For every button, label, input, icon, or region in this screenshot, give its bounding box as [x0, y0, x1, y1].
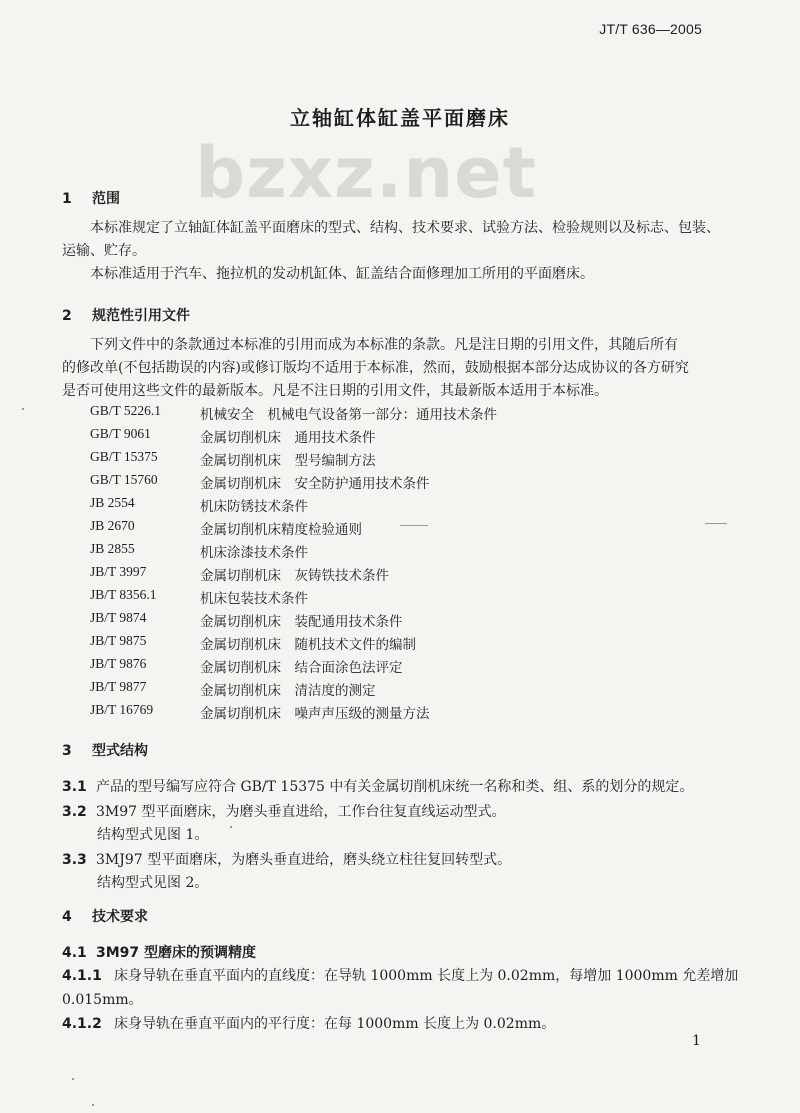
clause-3-2-note: 结构型式见图 1。 [97, 827, 209, 843]
clause-number: 3.1 [62, 779, 87, 795]
reference-title: 金属切削机床 灰铸铁技术条件 [200, 568, 389, 584]
section-4-heading [62, 906, 148, 926]
section-1-heading [62, 188, 120, 208]
paragraph-line: 是否可使用这些文件的最新版本。凡是不注日期的引用文件，其最新版本适用于本标准。 [62, 383, 608, 399]
paragraph-line: 本标准规定了立轴缸体缸盖平面磨床的型式、结构、技术要求、试验方法、检验规则以及标志、包装、 [90, 220, 720, 236]
reference-title: 金属切削机床 通用技术条件 [200, 430, 376, 446]
clause-number: 4.1.2 [62, 1016, 102, 1032]
clause-text: 床身导轨在垂直平面内的直线度：在导轨 1000mm 长度上为 0.02mm，每增加 1000mm 允差增加 [114, 968, 739, 984]
scan-artifact [705, 523, 727, 524]
section-2-heading [62, 305, 190, 325]
paragraph-line: 的修改单(不包括勘误的内容)或修订版均不适用于本标准，然而，鼓励根据本部分达成协议的各方研究 [62, 360, 689, 376]
reference-code: JB/T 8356.1 [90, 587, 157, 602]
scan-artifact [22, 408, 24, 410]
clause-4-1-2 [62, 1013, 555, 1033]
clause-number: 3.2 [62, 804, 87, 820]
clause-3-2 [62, 801, 506, 821]
reference-code: GB/T 15760 [90, 472, 158, 487]
reference-code: GB/T 5226.1 [90, 403, 162, 418]
clause-3-3-note: 结构型式见图 2。 [97, 875, 209, 891]
reference-code: JB 2554 [90, 495, 135, 510]
reference-item [90, 472, 497, 495]
clause-text: 床身导轨在垂直平面内的平行度：在每 1000mm 长度上为 0.02mm。 [114, 1016, 556, 1032]
reference-code: JB/T 16769 [90, 702, 154, 717]
reference-title: 金属切削机床 随机技术文件的编制 [200, 637, 416, 653]
page-title: 立轴缸体缸盖平面磨床 [290, 106, 510, 130]
paragraph-line: 下列文件中的条款通过本标准的引用而成为本标准的条款。凡是注日期的引用文件，其随后所有 [90, 337, 678, 353]
reference-item [90, 633, 497, 656]
reference-code: JB/T 9875 [90, 633, 147, 648]
reference-item [90, 403, 497, 426]
page-number: 1 [692, 1033, 701, 1049]
section-number: 4 [62, 909, 72, 925]
reference-title: 机床涂漆技术条件 [200, 545, 308, 561]
scan-artifact [72, 1078, 74, 1080]
reference-title: 金属切削机床 结合面涂色法评定 [200, 660, 403, 676]
reference-title: 机床包装技术条件 [200, 591, 308, 607]
clause-number: 4.1 [62, 945, 87, 961]
reference-code: JB 2670 [90, 518, 135, 533]
reference-title: 金属切削机床精度检验通则 [200, 522, 362, 538]
reference-item [90, 679, 497, 702]
clause-text: 产品的型号编写应符合 GB/T 15375 中有关金属切削机床统一名称和类、组、系的划分的规定。 [96, 779, 694, 795]
clause-3-3 [62, 849, 511, 869]
reference-item [90, 702, 497, 725]
scan-artifact [92, 1104, 94, 1106]
section-number: 2 [62, 308, 72, 324]
reference-item [90, 449, 497, 472]
paragraph-line: 本标准适用于汽车、拖拉机的发动机缸体、缸盖结合面修理加工所用的平面磨床。 [90, 266, 594, 282]
standard-number: JT/T 636—2005 [599, 21, 702, 37]
clause-4-1-1 [62, 965, 738, 985]
reference-title: 金属切削机床 装配通用技术条件 [200, 614, 403, 630]
reference-item [90, 541, 497, 564]
clause-4-1-1-cont: 0.015mm。 [62, 992, 143, 1008]
clause-text: 3M97 型磨床的预调精度 [96, 945, 257, 961]
reference-code: JB/T 3997 [90, 564, 147, 579]
reference-item [90, 564, 497, 587]
watermark: bzxz.net [195, 132, 538, 214]
reference-title: 金属切削机床 噪声声压级的测量方法 [200, 706, 430, 722]
reference-code: JB/T 9876 [90, 656, 147, 671]
reference-item [90, 518, 497, 541]
section-number: 1 [62, 191, 72, 207]
reference-item [90, 495, 497, 518]
reference-code: GB/T 9061 [90, 426, 151, 441]
reference-title: 金属切削机床 清洁度的测定 [200, 683, 376, 699]
clause-text: 3MJ97 型平面磨床，为磨头垂直进给，磨头绕立柱往复回转型式。 [96, 852, 512, 868]
reference-item [90, 610, 497, 633]
clause-4-1 [62, 942, 256, 962]
section-1-body [62, 217, 724, 286]
reference-title: 金属切削机床 型号编制方法 [200, 453, 376, 469]
reference-title: 金属切削机床 安全防护通用技术条件 [200, 476, 430, 492]
paragraph-line: 运输、贮存。 [62, 243, 146, 259]
scan-artifact [230, 826, 232, 828]
reference-item [90, 656, 497, 679]
reference-title: 机床防锈技术条件 [200, 499, 308, 515]
reference-item [90, 587, 497, 610]
reference-code: JB/T 9877 [90, 679, 147, 694]
section-title: 范围 [92, 191, 120, 207]
section-number: 3 [62, 743, 72, 759]
scan-artifact [400, 525, 428, 526]
clause-3-1 [62, 776, 693, 796]
clause-number: 3.3 [62, 852, 87, 868]
reference-list [90, 403, 497, 725]
reference-item [90, 426, 497, 449]
section-title: 型式结构 [92, 743, 148, 759]
section-title: 规范性引用文件 [92, 308, 190, 324]
reference-code: JB 2855 [90, 541, 135, 556]
reference-code: GB/T 15375 [90, 449, 158, 464]
section-title: 技术要求 [92, 909, 148, 925]
clause-number: 4.1.1 [62, 968, 102, 984]
section-3-heading [62, 740, 148, 760]
reference-code: JB/T 9874 [90, 610, 147, 625]
clause-text: 3M97 型平面磨床，为磨头垂直进给，工作台往复直线运动型式。 [96, 804, 506, 820]
reference-title: 机械安全 机械电气设备第一部分：通用技术条件 [200, 407, 497, 423]
section-2-body [62, 334, 724, 403]
